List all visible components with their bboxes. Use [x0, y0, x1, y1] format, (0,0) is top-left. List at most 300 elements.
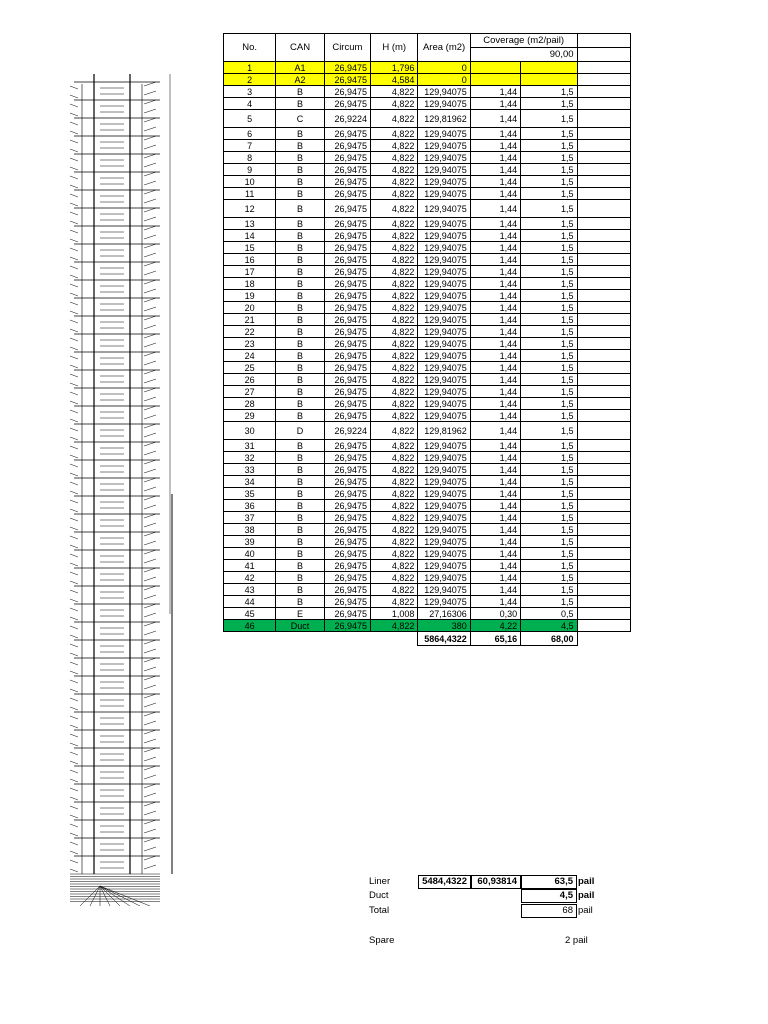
- cell-cov: 1,44: [470, 488, 520, 500]
- cell-pail: 1,5: [521, 164, 577, 176]
- table-row: [224, 422, 631, 440]
- cell-no: 20: [224, 302, 276, 314]
- cell-can: B: [276, 500, 324, 512]
- totals-spacer: [224, 632, 276, 646]
- cell-can: B: [276, 350, 324, 362]
- cell-cov: 1,44: [470, 536, 520, 548]
- cell-area: 129,94075: [418, 200, 470, 218]
- cell-area: 129,94075: [418, 302, 470, 314]
- cell-blank: [577, 74, 630, 86]
- cell-no: 22: [224, 326, 276, 338]
- cell-pail: 1,5: [521, 242, 577, 254]
- cell-circum: 26,9475: [324, 560, 370, 572]
- total-unit: pail: [578, 905, 593, 916]
- cell-cov: 4,22: [470, 620, 520, 632]
- cell-pail: 1,5: [521, 326, 577, 338]
- cell-circum: 26,9475: [324, 410, 370, 422]
- cell-blank: [577, 188, 630, 200]
- cell-can: B: [276, 512, 324, 524]
- cell-pail: 1,5: [521, 560, 577, 572]
- cell-blank: [577, 560, 630, 572]
- cell-pail: 1,5: [521, 140, 577, 152]
- cell-blank: [577, 488, 630, 500]
- cell-pail: 1,5: [521, 290, 577, 302]
- cell-pail: 1,5: [521, 362, 577, 374]
- cell-pail: 1,5: [521, 488, 577, 500]
- table-row: [224, 548, 631, 560]
- cell-area: 129,94075: [418, 398, 470, 410]
- cell-circum: 26,9475: [324, 386, 370, 398]
- cell-cov: 1,44: [470, 440, 520, 452]
- cell-circum: 26,9475: [324, 596, 370, 608]
- cell-circum: 26,9475: [324, 512, 370, 524]
- cell-no: 39: [224, 536, 276, 548]
- cell-pail: 1,5: [521, 254, 577, 266]
- header-circum: Circum: [324, 34, 370, 62]
- cell-cov: 1,44: [470, 278, 520, 290]
- cell-cov: 1,44: [470, 350, 520, 362]
- table-row: [224, 278, 631, 290]
- cell-can: B: [276, 452, 324, 464]
- cell-no: 1: [224, 62, 276, 74]
- cell-area: 129,81962: [418, 422, 470, 440]
- cell-circum: 26,9475: [324, 302, 370, 314]
- cell-can: B: [276, 218, 324, 230]
- cell-h: 4,822: [371, 200, 418, 218]
- table-row: [224, 350, 631, 362]
- cell-can: B: [276, 314, 324, 326]
- cell-cov: [470, 74, 520, 86]
- header-can: CAN: [276, 34, 324, 62]
- table-row: [224, 266, 631, 278]
- cell-no: 21: [224, 314, 276, 326]
- cell-cov: 1,44: [470, 464, 520, 476]
- cell-area: 129,94075: [418, 350, 470, 362]
- cell-can: A2: [276, 74, 324, 86]
- cell-blank: [577, 410, 630, 422]
- cell-area: 129,94075: [418, 326, 470, 338]
- cell-h: 4,822: [371, 326, 418, 338]
- cell-h: 4,822: [371, 242, 418, 254]
- cell-no: 18: [224, 278, 276, 290]
- table-row: [224, 188, 631, 200]
- total-label: Total: [369, 905, 390, 916]
- cell-no: 45: [224, 608, 276, 620]
- cell-h: 4,822: [371, 410, 418, 422]
- cell-blank: [577, 278, 630, 290]
- table-row: [224, 176, 631, 188]
- cell-circum: 26,9475: [324, 164, 370, 176]
- cell-no: 25: [224, 362, 276, 374]
- cell-area: 129,94075: [418, 140, 470, 152]
- cell-h: 4,822: [371, 374, 418, 386]
- cell-pail: 1,5: [521, 572, 577, 584]
- cell-cov: 1,44: [470, 164, 520, 176]
- cell-can: B: [276, 362, 324, 374]
- table-row: [224, 572, 631, 584]
- cell-area: 129,94075: [418, 410, 470, 422]
- cell-area: 129,94075: [418, 572, 470, 584]
- duct-pail: 4,5: [521, 889, 577, 903]
- cell-h: 1,008: [371, 608, 418, 620]
- cell-blank: [577, 152, 630, 164]
- cell-blank: [577, 110, 630, 128]
- cell-no: 3: [224, 86, 276, 98]
- cell-circum: 26,9475: [324, 536, 370, 548]
- cell-pail: 1,5: [521, 230, 577, 242]
- cell-circum: 26,9475: [324, 140, 370, 152]
- cell-circum: 26,9475: [324, 290, 370, 302]
- cell-can: B: [276, 398, 324, 410]
- table-row: [224, 410, 631, 422]
- cell-no: 16: [224, 254, 276, 266]
- cell-can: B: [276, 326, 324, 338]
- cell-h: 4,822: [371, 254, 418, 266]
- cell-area: 129,94075: [418, 128, 470, 140]
- cell-can: B: [276, 410, 324, 422]
- cell-pail: 1,5: [521, 200, 577, 218]
- cell-pail: 0,5: [521, 608, 577, 620]
- cell-blank: [577, 440, 630, 452]
- cell-cov: 1,44: [470, 572, 520, 584]
- cell-h: 4,822: [371, 338, 418, 350]
- table-row: [224, 338, 631, 350]
- cell-can: B: [276, 164, 324, 176]
- cell-can: B: [276, 584, 324, 596]
- cell-blank: [577, 62, 630, 74]
- cell-can: B: [276, 278, 324, 290]
- table-row: [224, 326, 631, 338]
- cell-area: 129,94075: [418, 560, 470, 572]
- cell-no: 10: [224, 176, 276, 188]
- cell-area: 129,94075: [418, 440, 470, 452]
- cell-cov: 1,44: [470, 314, 520, 326]
- cell-pail: 1,5: [521, 266, 577, 278]
- cell-no: 19: [224, 290, 276, 302]
- cell-can: B: [276, 536, 324, 548]
- cell-area: 129,94075: [418, 452, 470, 464]
- cell-area: 129,94075: [418, 314, 470, 326]
- cell-circum: 26,9475: [324, 278, 370, 290]
- cell-can: B: [276, 290, 324, 302]
- table-row: [224, 140, 631, 152]
- cell-blank: [577, 350, 630, 362]
- cell-h: 4,822: [371, 230, 418, 242]
- cell-area: 129,94075: [418, 548, 470, 560]
- cell-area: 129,94075: [418, 500, 470, 512]
- totals-spacer: [577, 632, 630, 646]
- table-row: [224, 86, 631, 98]
- table-row: [224, 110, 631, 128]
- cell-h: 4,822: [371, 128, 418, 140]
- cell-can: B: [276, 560, 324, 572]
- table-row: [224, 608, 631, 620]
- cell-cov: 1,44: [470, 200, 520, 218]
- cell-circum: 26,9475: [324, 584, 370, 596]
- cell-can: B: [276, 176, 324, 188]
- cell-can: B: [276, 464, 324, 476]
- cell-cov: 1,44: [470, 110, 520, 128]
- cell-no: 29: [224, 410, 276, 422]
- cell-circum: 26,9475: [324, 62, 370, 74]
- cell-cov: 1,44: [470, 584, 520, 596]
- cell-blank: [577, 86, 630, 98]
- cell-blank: [577, 200, 630, 218]
- liner-pail: 63,5: [521, 875, 577, 889]
- cell-blank: [577, 500, 630, 512]
- cell-blank: [577, 164, 630, 176]
- cell-can: B: [276, 596, 324, 608]
- cell-h: 4,822: [371, 386, 418, 398]
- cell-area: 129,94075: [418, 536, 470, 548]
- cell-circum: 26,9475: [324, 374, 370, 386]
- cell-no: 8: [224, 152, 276, 164]
- total-pail: 68,00: [521, 632, 577, 646]
- cell-circum: 26,9475: [324, 218, 370, 230]
- cell-cov: 1,44: [470, 362, 520, 374]
- cell-area: 129,94075: [418, 488, 470, 500]
- cell-h: 4,822: [371, 464, 418, 476]
- cell-blank: [577, 218, 630, 230]
- cell-can: B: [276, 128, 324, 140]
- cell-cov: 1,44: [470, 152, 520, 164]
- cell-no: 9: [224, 164, 276, 176]
- table-row: [224, 440, 631, 452]
- table-row: [224, 290, 631, 302]
- cell-h: 4,822: [371, 86, 418, 98]
- header-blank-2: [577, 48, 630, 62]
- cell-area: 129,94075: [418, 512, 470, 524]
- cell-h: 4,822: [371, 584, 418, 596]
- cell-pail: 1,5: [521, 440, 577, 452]
- cell-pail: 1,5: [521, 584, 577, 596]
- cell-no: 42: [224, 572, 276, 584]
- cell-blank: [577, 230, 630, 242]
- cell-pail: 1,5: [521, 110, 577, 128]
- cell-cov: 1,44: [470, 290, 520, 302]
- cell-no: 40: [224, 548, 276, 560]
- cell-pail: 1,5: [521, 302, 577, 314]
- cell-no: 17: [224, 266, 276, 278]
- header-coverage: Coverage (m2/pail): [470, 34, 577, 48]
- cell-blank: [577, 596, 630, 608]
- table-row: [224, 512, 631, 524]
- cell-can: E: [276, 608, 324, 620]
- cell-pail: 1,5: [521, 410, 577, 422]
- cell-cov: 1,44: [470, 242, 520, 254]
- cell-cov: 1,44: [470, 218, 520, 230]
- cell-h: 4,822: [371, 302, 418, 314]
- cell-blank: [577, 464, 630, 476]
- cell-cov: 1,44: [470, 548, 520, 560]
- cell-blank: [577, 536, 630, 548]
- cell-h: 4,822: [371, 560, 418, 572]
- table-row: [224, 524, 631, 536]
- cell-circum: 26,9475: [324, 152, 370, 164]
- cell-no: 5: [224, 110, 276, 128]
- cell-cov: 1,44: [470, 188, 520, 200]
- cell-blank: [577, 572, 630, 584]
- coverage-table: [223, 33, 631, 646]
- cell-area: 129,94075: [418, 230, 470, 242]
- cell-pail: 1,5: [521, 464, 577, 476]
- table-row: [224, 314, 631, 326]
- cell-pail: [521, 62, 577, 74]
- liner-unit: pail: [578, 876, 595, 887]
- cell-blank: [577, 338, 630, 350]
- cell-blank: [577, 98, 630, 110]
- cell-cov: 1,44: [470, 422, 520, 440]
- cell-area: 129,94075: [418, 374, 470, 386]
- cell-area: 129,94075: [418, 164, 470, 176]
- cell-blank: [577, 302, 630, 314]
- cell-cov: 1,44: [470, 374, 520, 386]
- cell-no: 41: [224, 560, 276, 572]
- cell-h: 4,822: [371, 176, 418, 188]
- cell-area: 0: [418, 74, 470, 86]
- cell-pail: 1,5: [521, 128, 577, 140]
- totals-spacer: [276, 632, 324, 646]
- table-row: [224, 218, 631, 230]
- cell-blank: [577, 422, 630, 440]
- cell-can: B: [276, 242, 324, 254]
- cell-can: B: [276, 98, 324, 110]
- cell-h: 4,822: [371, 488, 418, 500]
- cell-cov: 1,44: [470, 596, 520, 608]
- cell-cov: 1,44: [470, 476, 520, 488]
- cell-h: 4,822: [371, 620, 418, 632]
- table-row: [224, 536, 631, 548]
- cell-blank: [577, 176, 630, 188]
- cell-blank: [577, 266, 630, 278]
- cell-area: 129,81962: [418, 110, 470, 128]
- spare-label: Spare: [369, 935, 395, 946]
- cell-cov: 1,44: [470, 560, 520, 572]
- cell-area: 129,94075: [418, 254, 470, 266]
- cell-h: 4,822: [371, 398, 418, 410]
- table-row: [224, 164, 631, 176]
- cell-pail: 1,5: [521, 422, 577, 440]
- totals-spacer: [324, 632, 370, 646]
- cell-no: 2: [224, 74, 276, 86]
- cell-cov: 1,44: [470, 176, 520, 188]
- cell-can: B: [276, 200, 324, 218]
- cell-cov: 1,44: [470, 326, 520, 338]
- header-area: Area (m2): [418, 34, 470, 62]
- cell-blank: [577, 326, 630, 338]
- cell-circum: 26,9475: [324, 452, 370, 464]
- cell-no: 36: [224, 500, 276, 512]
- cell-h: 4,584: [371, 74, 418, 86]
- cell-area: 129,94075: [418, 152, 470, 164]
- cell-can: B: [276, 386, 324, 398]
- table-row: [224, 98, 631, 110]
- cell-area: 129,94075: [418, 362, 470, 374]
- cell-can: D: [276, 422, 324, 440]
- cell-no: 32: [224, 452, 276, 464]
- cell-circum: 26,9475: [324, 350, 370, 362]
- cell-blank: [577, 128, 630, 140]
- cell-cov: 1,44: [470, 524, 520, 536]
- cell-circum: 26,9475: [324, 488, 370, 500]
- cell-pail: 1,5: [521, 386, 577, 398]
- cell-pail: 1,5: [521, 350, 577, 362]
- cell-pail: 1,5: [521, 500, 577, 512]
- cell-pail: 1,5: [521, 524, 577, 536]
- cell-circum: 26,9475: [324, 254, 370, 266]
- cell-area: 129,94075: [418, 338, 470, 350]
- cell-h: 4,822: [371, 596, 418, 608]
- table-row: [224, 584, 631, 596]
- cell-circum: 26,9475: [324, 548, 370, 560]
- table-row: [224, 452, 631, 464]
- cell-h: 4,822: [371, 188, 418, 200]
- cell-no: 24: [224, 350, 276, 362]
- cell-area: 129,94075: [418, 98, 470, 110]
- table-row: [224, 254, 631, 266]
- cell-pail: 1,5: [521, 596, 577, 608]
- cell-can: C: [276, 110, 324, 128]
- cell-cov: 1,44: [470, 398, 520, 410]
- cell-h: 4,822: [371, 290, 418, 302]
- cell-cov: 1,44: [470, 500, 520, 512]
- table-row: [224, 302, 631, 314]
- cell-no: 43: [224, 584, 276, 596]
- header-blank: [577, 34, 630, 48]
- totals-row: [224, 632, 631, 646]
- cell-blank: [577, 140, 630, 152]
- cell-no: 14: [224, 230, 276, 242]
- cell-blank: [577, 398, 630, 410]
- total-cov: 65,16: [470, 632, 520, 646]
- cell-blank: [577, 584, 630, 596]
- liner-label: Liner: [369, 876, 391, 887]
- table-row: [224, 476, 631, 488]
- spare-value: 2 pail: [565, 935, 588, 946]
- total-pail: 68: [521, 904, 577, 918]
- cell-circum: 26,9475: [324, 176, 370, 188]
- cell-blank: [577, 290, 630, 302]
- table-row: [224, 398, 631, 410]
- cell-blank: [577, 374, 630, 386]
- cell-can: B: [276, 548, 324, 560]
- cell-h: 4,822: [371, 422, 418, 440]
- cell-circum: 26,9475: [324, 266, 370, 278]
- table-row: [224, 362, 631, 374]
- cell-h: 4,822: [371, 524, 418, 536]
- cell-h: 4,822: [371, 536, 418, 548]
- cell-area: 129,94075: [418, 476, 470, 488]
- cell-no: 15: [224, 242, 276, 254]
- cell-h: 4,822: [371, 362, 418, 374]
- cell-can: A1: [276, 62, 324, 74]
- cell-circum: 26,9475: [324, 314, 370, 326]
- cell-can: B: [276, 254, 324, 266]
- cell-can: B: [276, 230, 324, 242]
- cell-no: 33: [224, 464, 276, 476]
- cell-no: 38: [224, 524, 276, 536]
- cell-cov: 1,44: [470, 452, 520, 464]
- cell-area: 0: [418, 62, 470, 74]
- cell-h: 4,822: [371, 218, 418, 230]
- cell-cov: 1,44: [470, 266, 520, 278]
- cell-h: 4,822: [371, 278, 418, 290]
- liner-area: 5484,4322: [418, 875, 471, 889]
- cell-pail: 1,5: [521, 374, 577, 386]
- table-row: [224, 200, 631, 218]
- cell-can: B: [276, 188, 324, 200]
- cell-area: 129,94075: [418, 524, 470, 536]
